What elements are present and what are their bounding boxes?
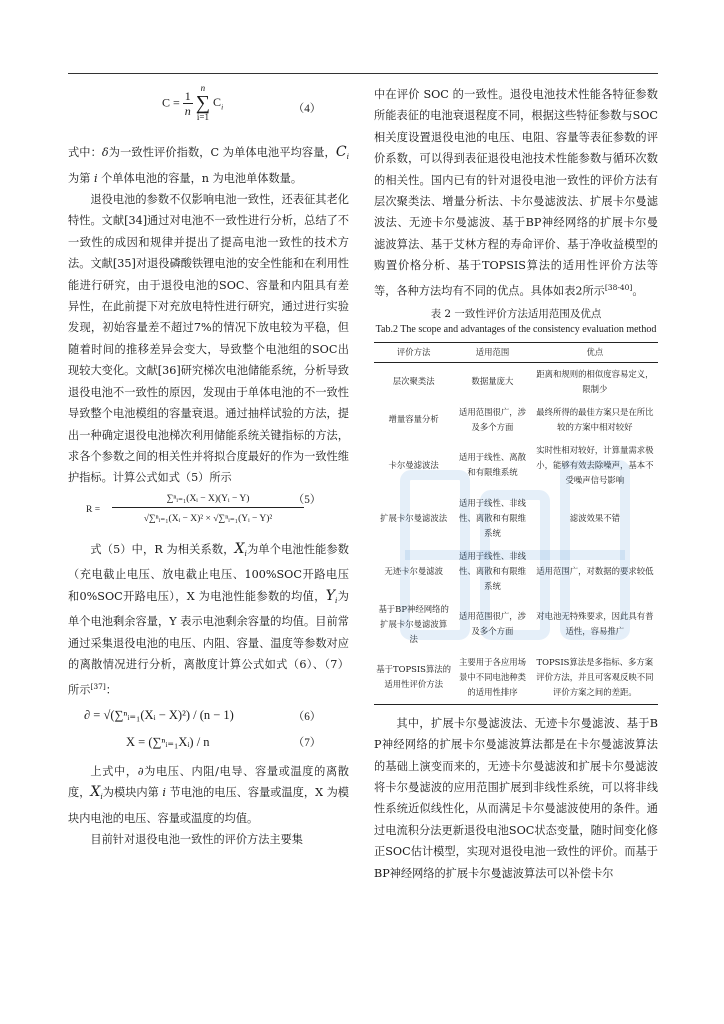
table-header-cell: 优点 bbox=[532, 342, 658, 362]
eq6-number: （6） bbox=[293, 710, 321, 723]
paragraph-right-2: 其中，扩展卡尔曼滤波法、无迹卡尔曼滤波、基于BP神经网络的扩展卡尔曼滤波算法都是在卡尔曼滤波算法的基础上演变而来的，无迹卡尔曼滤波和扩展卡尔曼滤波将卡尔曼滤波的应用范围扩展到非线性系统，可以将非线性系统近似线性化，从而满足卡尔曼滤波使用的条件。通过电流积分法更新退役电池SOC状态变量，随时间变化修正SOC估计模型，实现对退役电池一致性的评价。而基于BP神经网络的扩展卡尔曼滤波算法可以补偿卡尔 bbox=[374, 716, 658, 880]
eq4-sum: n ∑ i=1 bbox=[195, 83, 211, 122]
table-cell: 适用范围很广，涉及多个方面 bbox=[458, 406, 526, 432]
table-cell: 主要用于各应用场景中不同电池种类的适用性排序 bbox=[453, 651, 531, 705]
table-cell: 卡尔曼滤波法 bbox=[388, 459, 439, 470]
table-header-cell: 适用范围 bbox=[453, 342, 531, 362]
table-row bbox=[374, 598, 658, 651]
equation-4: C = $\frac{1}{n}$ n ∑ i=1 $C_i$ （4） bbox=[162, 83, 321, 122]
eq4-number: （4） bbox=[293, 103, 321, 115]
table-cell: 滤波效果不错 bbox=[569, 512, 620, 523]
table-cell: TOPSIS算法是多指标、多方案评价方法，并且可客观反映不同评价方案之间的差距。 bbox=[532, 651, 658, 705]
equation-7: X = (∑ⁿᵢ₌₁Xᵢ) / n （7） bbox=[126, 734, 321, 749]
left-column bbox=[68, 84, 349, 851]
eq7-number: （7） bbox=[293, 736, 321, 749]
table-cell: 层次聚类法 bbox=[392, 376, 435, 387]
table-cell: 适用于线性、非线性、离散和有限维系统 bbox=[458, 550, 526, 591]
eq4-fraction: $\frac{1}{n}$ bbox=[184, 88, 191, 118]
table-cell: 对电池无特殊要求，因此具有普适性，容易推广 bbox=[536, 611, 654, 637]
table-cell: 适用于线性、非线性、离散和有限维系统 bbox=[458, 497, 526, 538]
table-row bbox=[374, 401, 658, 439]
paragraph-4: 上式中，∂为电压、内阻/电导、容量或温度的离散度，$X_i$为模块内第 i 节电池的电压、容量或温度，X 为模块内电池的电压、容量或温度的均值。 bbox=[68, 764, 349, 825]
eq4-lhs: C = bbox=[162, 95, 180, 110]
equation-6: ∂ = √(∑ⁿᵢ₌₁(Xᵢ − X)²) / (n − 1) （6） bbox=[84, 707, 321, 723]
header-rule bbox=[68, 73, 658, 74]
table-cell: 距离和规则的相似度容易定义，限制少 bbox=[536, 368, 654, 394]
table-cell: 无迹卡尔曼滤波 bbox=[384, 565, 443, 576]
table-header-row bbox=[374, 342, 658, 362]
table-cell: 基于BP神经网络的扩展卡尔曼滤波算法 bbox=[378, 603, 449, 644]
table-cell: 扩展卡尔曼滤波法 bbox=[380, 512, 448, 523]
table-cell: 基于TOPSIS算法的适用性评价方法 bbox=[374, 651, 453, 705]
table-cell: 适用范围很广，涉及多个方面 bbox=[458, 611, 526, 637]
paragraph-2: 退役电池的参数不仅影响电池一致性，还表征其老化特性。文献[34]通过对电池不一致性进行分析，总结了不一致性的成因和规律并提出了提高电池一致性的技术方法。文献[35]对退役磷酸铁锂电池的安全性能和在利用性能进行研究，由于退役电池的SOC、容量和内阻具有差异性，在此前提下对充放电特性进行研究，通过进行实验发现，初始容量差不超过7%的情况下放电较为平稳，但随着时间的推移差异会变大，导致整个电池组的SOC出现较大变化。文献[36]研究梯次电池储能系统，分析导致退役电池不一致性的原因，发现由于单体电池的不一致性导致整个电池模组的容量衰退。通过抽样试验的方法，提出一种确定退役电池梯次利用储能系统关键指标的方法，求各个参数之间的相关性并将拟合度最好的作为一致性维护指标。计算公式如式（5）所示 bbox=[68, 193, 349, 485]
paragraph-3: 式（5）中，R 为相关系数，$X_i$为单个电池性能参数（充电截止电压、放电截止电压、100%SOC开路电压和0%SOC开路电压），X 为电池性能参数的均值，$Y_i$为单个电池剩余容量，Y 表示电池剩余容量的均值。目前常通过采集退役电池的电压、内阻、容量、温度等参数对应的离散情况进行分析，离散度计算公式如式（6）、（7）所示[37]： bbox=[68, 540, 349, 697]
table-caption-en: Tab.2 The scope and advantages of the consistency evaluation method bbox=[375, 323, 657, 335]
right-column bbox=[374, 84, 658, 884]
table-cell: 增量容量分析 bbox=[388, 414, 439, 425]
table-row bbox=[374, 439, 658, 492]
table-caption-cn: 表 2 一致性评价方法适用范围及优点 bbox=[430, 307, 602, 320]
table-cell: 实时性相对较好，计算量需求极小，能够有效去除噪声，基本不受噪声信号影响 bbox=[536, 444, 654, 485]
equation-5: R = ∑ⁿᵢ₌₁(Xᵢ − X)(Yᵢ − Y) √∑ⁿᵢ₌₁(Xᵢ − X)² × √∑ⁿᵢ₌₁(Yᵢ − Y)² （5） bbox=[68, 491, 349, 535]
paragraph-1: 式中：δ为一致性评价指数，C 为单体电池平均容量，$C_i$为第 i 个单体电池的容量，n 为电池单体数量。 bbox=[68, 144, 349, 185]
paragraph-5: 目前针对退役电池一致性的评价方法主要集 bbox=[90, 833, 303, 847]
consistency-methods-table bbox=[374, 342, 658, 705]
table-cell: 适用范围广，对数据的要求较低 bbox=[536, 565, 654, 576]
table-row bbox=[374, 362, 658, 401]
table-row bbox=[374, 651, 658, 705]
table-cell: 最终所得的最佳方案只是在所比较的方案中相对较好 bbox=[536, 406, 654, 432]
table-header-cell: 评价方法 bbox=[374, 342, 453, 362]
paragraph-right-1: 中在评价 SOC 的一致性。退役电池技术性能各特征参数所能表征的电池衰退程度不同，根据这些特征参数与SOC相关度设置退役电池的电压、电阻、容量等表征参数的评价系数，可以得到表征退役电池技术性能参数与循环次数的相关性。国内已有的针对退役电池一致性的评价方法有层次聚类法、增量分析法、卡尔曼滤波法、扩展卡尔曼滤波法、无迹卡尔曼滤波、基于BP神经网络的扩展卡尔曼滤波算法、基于艾林方程的寿命评价、基于净收益模型的购置价格分析、基于TOPSIS算法的适用性评价方法等等，各种方法均有不同的优点。具体如表2所示[38-40]。 bbox=[374, 88, 658, 298]
table-row bbox=[374, 545, 658, 598]
table-cell: 数据量庞大 bbox=[471, 376, 514, 387]
table-cell: 适用于线性、离散和有限维系统 bbox=[458, 452, 526, 478]
table-row bbox=[374, 492, 658, 545]
eq5-number: （5） bbox=[293, 493, 321, 506]
